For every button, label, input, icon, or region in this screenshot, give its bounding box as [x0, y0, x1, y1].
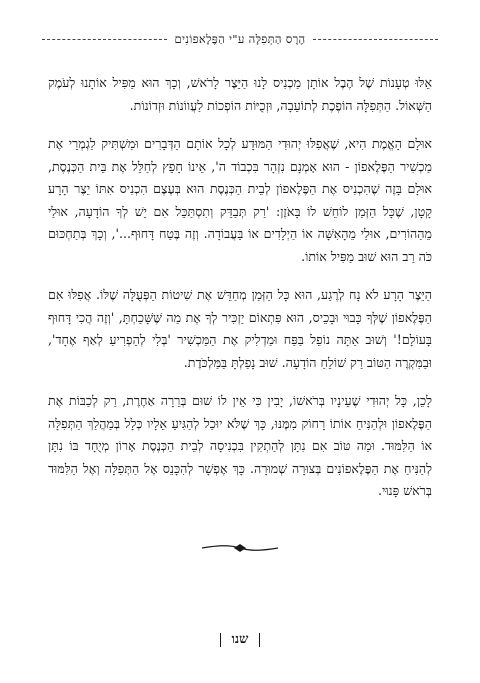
- running-header: [42, 30, 438, 48]
- page-number-label: שנו: [231, 632, 249, 647]
- header-title: הֶרֶס הַתְּפִלָּה ע"י הַפֶּלֶאפוֹנִים: [174, 32, 306, 46]
- header-dash-right: [313, 39, 438, 40]
- page-body: [48, 72, 432, 519]
- section-divider-ornament: [200, 542, 280, 554]
- paragraph: הַיֵּצֶר הָרָע לֹא נָח לְרֶגַע, הוּא כָּל הַזְּמַן מְחַדֵּשׁ אֶת שִׁיטוֹת הַפְּעֻלָּה שֶׁלּוֹ. אֲפִלּוּ אִם הַפֶּלֶאפוֹן שֶׁלְּךָ כָּבוּי וּבָכֵיס, הוּא פִּתְאוֹם יַזְכִּיר לְךָ אֶת מַה שֶּׁשָּׁכַחְתָּ, 'וְזֶה הֲכִי דָּחוּף בָּעוֹלָם!' וְשׁוּב אַתָּה נוֹפֵל בַּפַּח וּמַדְלִיק אֶת הַמַּכְשִׁיר 'בְּלִי לְהַפְרִיעַ לְאַף אֶחָד', וּבַמִּקְרֶה הַטּוֹב רַק שׁוֹלֵחַ הוֹדָעָה. שׁוּב נָפַלְתָּ בַּמַּלְכֹּדֶת.: [48, 287, 432, 370]
- page-number-bar-left: [220, 633, 221, 647]
- paragraph: אֵלּוּ טְעָנוֹת שֶׁל הֶבֶל אוֹתָן מַכְנִיס לָנוּ הַיֵּצֶר לָרֹאשׁ, וְכָךְ הוּא מַפִּיל אוֹתָנוּ לְעֹמֶק הַשְּׁאוֹל. הַתְּפִלָּה הוֹפֶכֶת לְתוֹעֵבָה, וּזְכֻיּוֹת הוֹפְכוֹת לַעֲווֹנוֹת וּזְדוֹנוֹת.: [48, 75, 432, 113]
- header-dash-left: [42, 39, 167, 40]
- paragraph: לָכֵן, כָּל יְהוּדִי שֶׁעֵינָיו בְּרֹאשׁוֹ, יָבִין כִּי אֵין לוֹ שׁוּם בְּרֵרָה אַחֶרֶת, רַק לְכַבּוֹת אֶת הַפֶּלֶאפוֹן וּלְהַנִּיחַ אוֹתוֹ רָחוֹק מִמֶּנּוּ, כָּךְ שֶׁלֹּא יוּכַל לְהַגִּיעַ אֵלָיו כְּלָל בְּמַהֲלַךְ הַתְּפִלָּה אוֹ הַלִּמּוּד. וּמַה טּוֹב אִם נִתָּן לְהַתְקִין בִּכְנִיסָה לְבֵית הַכְּנֶסֶת אָרוֹן מְיֻחָד בּוֹ נִתָּן לְהַנִּיחַ אֶת הַפֶּלֶאפוֹנִים בְּצוּרָה שְׁמוּרָה. כָּךְ אֶפְשָׁר לְהִכָּנֵס אֶל הַתְּפִלָּה וְאֶל הַלִּמּוּד בְּרֹאשׁ פָּנוּי.: [48, 393, 432, 498]
- page-number-bar-right: [259, 633, 260, 647]
- page-number: [0, 631, 480, 647]
- paragraph: אוּלָם הָאֱמֶת הִיא, שֶׁאֲפִלּוּ יְהוּדִי הַמּוּדָע לְכָל אוֹתָם הַדְּבָרִים וּמַשְׁתִּיק לַגְמְרֵי אֶת מַכְשִׁיר הַפֶּלֶאפוֹן - הוּא אָמְנָם נִזְהָר בִּכְבוֹד ה', אֵינוֹ חָפֵץ לְחַלֵּל אֶת בֵּית הַכְּנֶסֶת, אוּלָם בָּזֶה שֶׁהִכְנִיס אֶת הַפֶּלֶאפוֹן לְבֵית הַכְּנֶסֶת הוּא בְּעֶצֶם הִכְנִיס אִתּוֹ יֵצֶר הָרָע קָטָן, שֶׁכָּל הַזְּמַן לוֹחֵשׁ לוֹ בָּאֹזֶן: 'רַק תְּבַדֵּק וְתִסְתַּכֵּל אִם יֵשׁ לְךָ הוֹדָעָה, אוּלַי מֵהַהוֹרִים, אוּלַי מֵהָאִשָּׁה אוֹ הַיְלָדִים אוֹ בַּעֲבוֹדָה. וְזֶה בֶּטַח דָּחוּף...', וְכָךְ בְּתַחְכּוּם כֹּה רַב הוּא שׁוּב מַפִּיל אוֹתוֹ.: [48, 136, 432, 264]
